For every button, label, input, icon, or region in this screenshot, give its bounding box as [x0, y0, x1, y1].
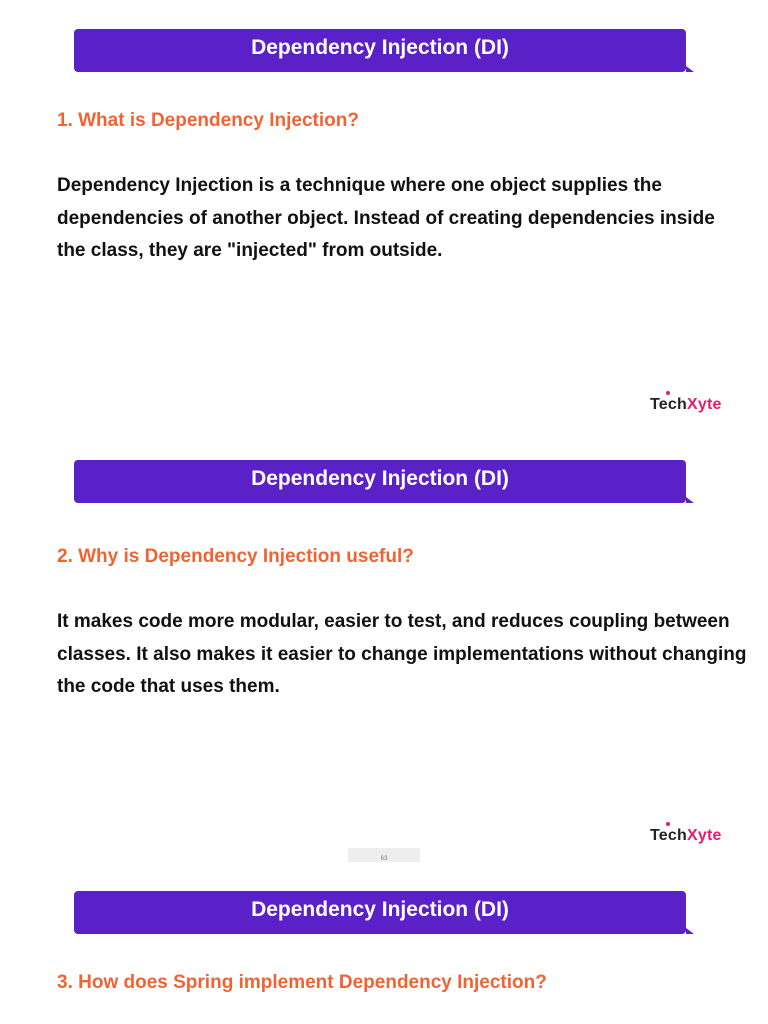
answer-text: It makes code more modular, easier to test, and reduces coupling between classes. It also makes it easier to change implementations without changing the code that uses them. — [57, 611, 747, 697]
banner-tail — [686, 928, 694, 934]
answer-text: Dependency Injection is a technique where one object supplies the dependencies of another object. Instead of creating dependencies inside the class, they are "injected" from outside. — [57, 175, 715, 261]
banner-title: Dependency Injection (DI) — [251, 467, 509, 490]
techxyte-logo — [650, 827, 722, 845]
logo-text-tech: Tech — [650, 827, 687, 844]
question-heading: 3. How does Spring implement Dependency Injection? — [57, 972, 547, 993]
question-heading: 2. Why is Dependency Injection useful? — [57, 546, 414, 567]
logo-dot — [666, 391, 670, 395]
logo-dot — [666, 822, 670, 826]
banner-tail — [686, 66, 694, 72]
banner-tail — [686, 497, 694, 503]
page-marker: 63 — [348, 848, 420, 862]
section-banner — [74, 891, 686, 934]
logo-text-tech: Tech — [650, 396, 687, 413]
banner-title: Dependency Injection (DI) — [251, 898, 509, 921]
logo-text-xyte: Xyte — [686, 827, 722, 844]
question-heading: 1. What is Dependency Injection? — [57, 110, 359, 131]
section-banner — [74, 29, 686, 72]
logo-text-xyte: Xyte — [686, 396, 722, 413]
banner-title: Dependency Injection (DI) — [251, 36, 509, 59]
techxyte-logo — [650, 396, 722, 414]
section-banner — [74, 460, 686, 503]
